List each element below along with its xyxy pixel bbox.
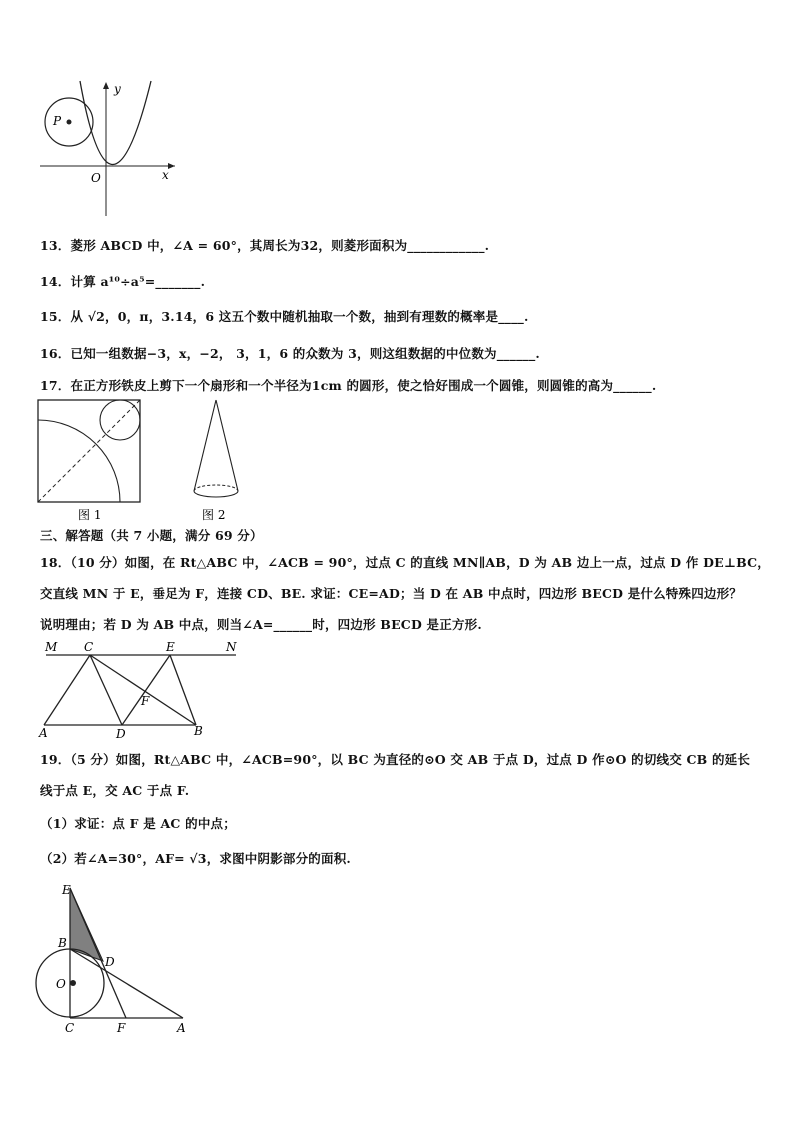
question-13: 13．菱形 ABCD 中，∠A = 60°，其周长为32，则菱形面积为____________. (40, 238, 490, 253)
parabola-circle-figure (35, 78, 180, 220)
question-15: 15．从 √2，0，π，3.14，6 这五个数中随机抽取一个数，抽到有理数的概率是____. (40, 309, 529, 324)
label-f: F (141, 694, 150, 708)
question-18-line-1: 18．（10 分）如图，在 Rt△ABC 中，∠ACB = 90°，过点 C 的直线 MN∥AB，D 为 AB 边上一点，过点 D 作 DE⊥BC， (40, 555, 770, 570)
question-16: 16．已知一组数据−3，x，−2， 3，1，6 的众数为 3，则这组数据的中位数为______. (40, 346, 540, 361)
label-f: F (117, 1021, 126, 1035)
question-18-line-2: 交直线 MN 于 E，垂足为 F，连接 CD、BE. 求证：CE=AD；当 D 在 AB 中点时，四边形 BECD 是什么特殊四边形？ (40, 586, 742, 601)
question-14: 14．计算 a¹⁰÷a⁵=_______. (40, 274, 206, 289)
label-a: A (39, 726, 48, 740)
label-o: O (56, 977, 66, 991)
circle-tangent-figure (30, 880, 200, 1040)
cone-figure (188, 398, 248, 522)
label-d: D (105, 955, 115, 969)
label-e: E (62, 883, 71, 897)
label-c: C (84, 640, 94, 654)
question-19-part-1: （1）求证：点 F 是 AC 的中点； (40, 816, 236, 831)
question-19-part-2: （2）若∠A=30°，AF= √3，求图中阴影部分的面积. (40, 851, 351, 866)
square-sector-figure (36, 398, 146, 522)
label-n: N (226, 640, 237, 654)
label-b: B (58, 936, 67, 950)
label-a: A (177, 1021, 186, 1035)
question-19-line-1: 19．（5 分）如图，Rt△ABC 中，∠ACB=90°，以 BC 为直径的⊙O 交 AB 于点 D，过点 D 作⊙O 的切线交 CB 的延长 (40, 752, 751, 767)
x-axis-label: x (162, 168, 169, 182)
figure-1-caption: 图 1 (78, 508, 102, 522)
label-c: C (65, 1021, 75, 1035)
label-e: E (166, 640, 175, 654)
trapezoid-figure (36, 637, 246, 741)
origin-label: O (91, 171, 101, 185)
question-17: 17．在正方形铁皮上剪下一个扇形和一个半径为1cm 的圆形，使之恰好围成一个圆锥，则圆锥的高为______. (40, 378, 657, 393)
label-m: M (45, 640, 58, 654)
question-19-line-2: 线于点 E，交 AC 于点 F. (40, 783, 190, 798)
figure-2-caption: 图 2 (202, 508, 226, 522)
section-3-heading: 三、解答题（共 7 小题，满分 69 分） (40, 528, 263, 543)
label-d: D (116, 727, 126, 741)
y-axis-label: y (114, 82, 121, 96)
question-18-line-3: 说明理由；若 D 为 AB 中点，则当∠A=______时，四边形 BECD 是正方形. (40, 617, 482, 632)
label-b: B (194, 724, 203, 738)
point-p-label: P (53, 114, 62, 128)
